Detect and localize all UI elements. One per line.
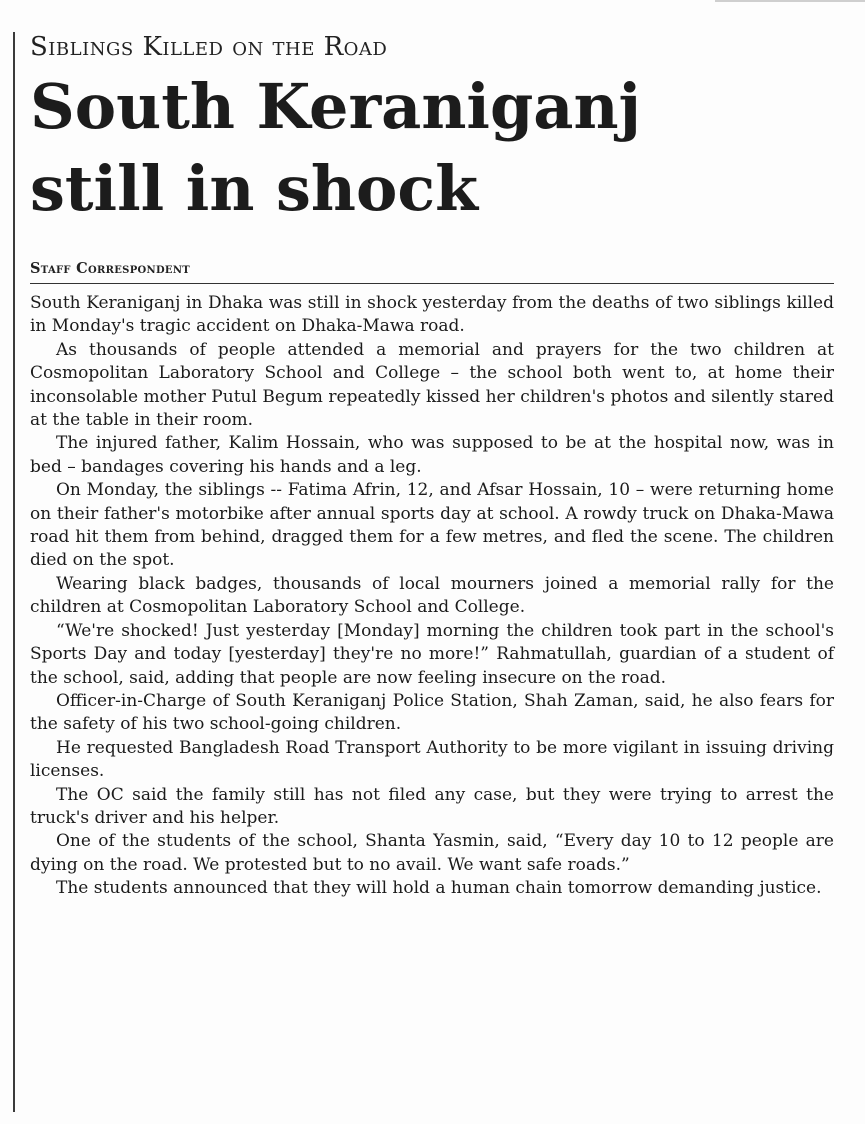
page-edge-rule — [715, 0, 865, 2]
paragraph: On Monday, the siblings -- Fatima Afrin, 12, and Afsar Hossain, 10 – were returning home on their father's motorbike after annual sports day at school. A rowdy truck on Dhaka-Mawa road hit them from behind, dragged them for a few metres, and fled the scene. The children died on the spot. — [30, 480, 834, 571]
headline-line-2: still in shock — [30, 152, 479, 225]
column-rule — [13, 32, 15, 1112]
byline: Staff Correspondent — [30, 260, 834, 284]
paragraph: The OC said the family still has not filed any case, but they were trying to arrest the truck's driver and his helper. — [30, 784, 834, 828]
paragraph: The students announced that they will hold a human chain tomorrow demanding justice. — [56, 878, 822, 899]
paragraph: Wearing black badges, thousands of local mourners joined a memorial rally for the children at Cosmopolitan Laboratory School and College. — [30, 573, 834, 618]
paragraph: The injured father, Kalim Hossain, who was supposed to be at the hospital now, was in bed – bandages covering his hands and a leg. — [30, 433, 834, 477]
paragraph: Officer-in-Charge of South Keraniganj Police Station, Shah Zaman, said, he also fears for the safety of his two school-going children. — [30, 690, 834, 735]
paragraph: As thousands of people attended a memorial and prayers for the two children at Cosmopolitan Laboratory School and College – the school both went to, at home their inconsolable mother Putul Begum repeatedly kissed her children's photos and silently stared at the table in their room. — [30, 339, 834, 431]
paragraph: One of the students of the school, Shanta Yasmin, said, “Every day 10 to 12 people are dying on the road. We protested but to no avail. We want safe roads.” — [30, 831, 834, 875]
article-body — [30, 292, 834, 901]
paragraph: South Keraniganj in Dhaka was still in shock yesterday from the deaths of two siblings killed in Monday's tragic accident on Dhaka-Mawa road. — [30, 293, 834, 337]
headline — [30, 66, 834, 230]
paragraph: He requested Bangladesh Road Transport Authority to be more vigilant in issuing driving licenses. — [30, 737, 834, 782]
paragraph: “We're shocked! Just yesterday [Monday] morning the children took part in the school's Sports Day and today [yesterday] they're no more!” Rahmatullah, guardian of a student of the school, said, adding that people are now feeling insecure on the road. — [30, 620, 834, 688]
news-article — [30, 28, 834, 901]
headline-line-1: South Keraniganj — [30, 70, 641, 143]
kicker: Siblings Killed on the Road — [30, 32, 388, 62]
